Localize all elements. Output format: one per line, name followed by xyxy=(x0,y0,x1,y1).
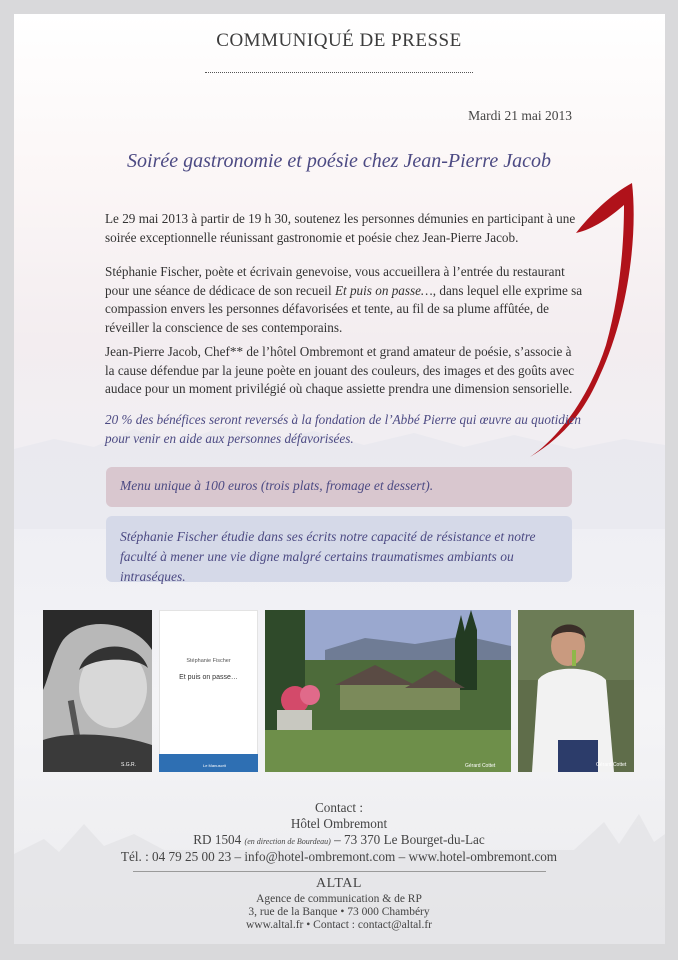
poet-quote-box: Stéphanie Fischer étudie dans ses écrits notre capacité de résistance et notre faculté à mener une vie digne malgré certains traumatismes ambiants ou intraséques. xyxy=(106,516,572,582)
charity-paragraph: 20 % des bénéfices seront reversés à la fondation de l’Abbé Pierre qui œuvre au quotidien pour venir en aide aux personnes défavorisées. xyxy=(105,412,581,446)
title-divider xyxy=(205,72,473,73)
portrait-photo-credit: S.G.R. xyxy=(121,762,137,768)
headline: Soirée gastronomie et poésie chez Jean-Pierre Jacob xyxy=(127,150,551,172)
book-title-inline: Et puis on passe… xyxy=(334,282,433,298)
book-cover-title: Et puis on passe… xyxy=(179,674,238,681)
contact-phone-email-web[interactable]: Tél. : 04 79 25 00 23 – info@hotel-ombremont.com – www.hotel-ombremont.com xyxy=(120,849,558,864)
poet-portrait-photo xyxy=(43,610,152,772)
agency-description: Agence de communication & de RP xyxy=(256,893,422,905)
book-cover-photo xyxy=(159,610,258,772)
contact-address-road: RD 1504 xyxy=(193,832,242,847)
publication-date: Mardi 21 mai 2013 xyxy=(468,108,572,123)
book-publisher: Le Manuscrit xyxy=(203,763,226,768)
hotel-photo-credit: Gérard Cottet xyxy=(465,763,496,769)
poet-paragraph-text-start: Stéphanie Fischer, poète et écrivain genevoise, vous accueillera à l’entrée du restaurant pour une séance de dédicace de son recueil xyxy=(105,264,565,298)
poet-portrait-image xyxy=(43,610,152,772)
poet-paragraph-text-end: , dans lequel elle exprime sa compassion envers les personnes défavorisées et tente, au fil de sa plume affûtée, de réveiller la conscience de ses contemporains. xyxy=(105,282,583,335)
intro-paragraph: Le 29 mai 2013 à partir de 19 h 30, soutenez les personnes démunies en participant à une soirée exceptionnelle réunissant gastronomie et poésie chez Jean-Pierre Jacob. xyxy=(105,211,576,245)
chef-paragraph: Jean-Pierre Jacob, Chef** de l’hôtel Ombremont et grand amateur de poésie, s’associe à la cause défendue par la jeune poète en jouant des couleurs, des images et des goûts avec audace pour un moment privilégié où chaque assiette prendra une dimension sensorielle. xyxy=(105,344,575,396)
agency-address: 3, rue de la Banque • 73 000 Chambéry xyxy=(248,906,430,918)
agency-name: ALTAL xyxy=(316,876,362,891)
contact-address-city: – 73 370 Le Bourget-du-Lac xyxy=(334,832,485,847)
contact-hotel-name: Hôtel Ombremont xyxy=(290,816,388,831)
page-title: COMMUNIQUÉ DE PRESSE xyxy=(216,30,462,51)
contact-address xyxy=(0,832,678,848)
hotel-garden-photo xyxy=(265,610,511,772)
chef-photo-credit: Gérard Cottet xyxy=(596,762,627,768)
book-cover-author: Stéphanie Fischer xyxy=(186,658,231,664)
hotel-garden-image xyxy=(265,610,511,772)
chef-photo xyxy=(518,610,634,772)
agency-web-contact[interactable]: www.altal.fr • Contact : contact@altal.fr xyxy=(246,919,432,931)
contact-address-note: (en direction de Bourdeau) xyxy=(244,837,331,846)
contact-divider xyxy=(133,871,546,872)
menu-price-box: Menu unique à 100 euros (trois plats, fromage et dessert). xyxy=(106,467,572,507)
chef-image xyxy=(518,610,634,772)
contact-heading: Contact : xyxy=(315,800,363,815)
poet-paragraph xyxy=(105,263,583,337)
